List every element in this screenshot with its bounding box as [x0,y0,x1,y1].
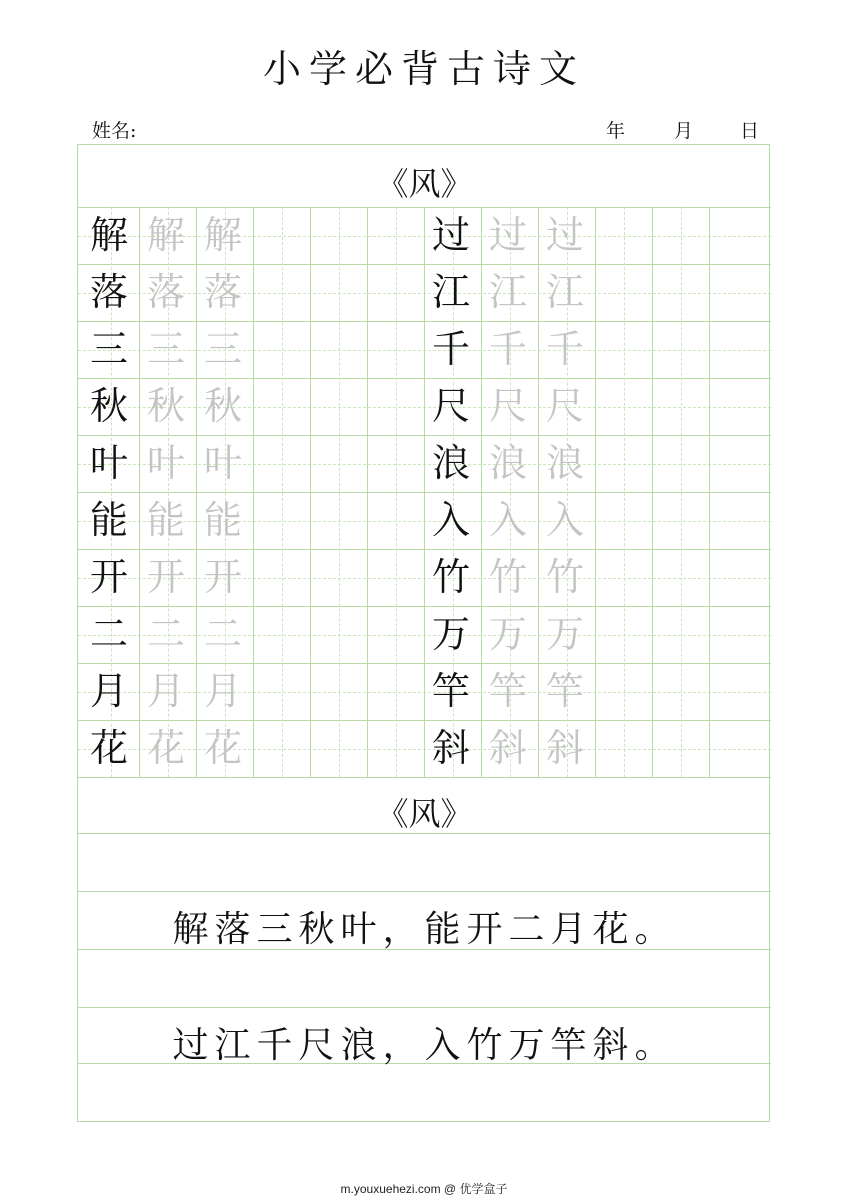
left-trace-char: 花 [146,726,185,770]
left-model-char: 花 [89,726,128,770]
right-trace-char: 过 [488,213,527,257]
left-model-char: 叶 [89,441,128,485]
left-trace-char: 落 [203,270,242,314]
grid-line [595,207,596,777]
right-trace-char: 千 [488,327,527,371]
writing-sheet [77,144,770,1122]
left-trace-char: 三 [203,327,242,371]
left-trace-char: 花 [203,726,242,770]
right-trace-char: 千 [545,327,584,371]
left-trace-char: 秋 [203,384,242,428]
right-trace-char: 万 [488,612,527,656]
guide-line [624,207,625,777]
right-trace-char: 万 [545,612,584,656]
left-model-char: 落 [89,270,128,314]
left-model-char: 三 [89,327,128,371]
right-trace-char: 尺 [545,384,584,428]
page-title: 小学必背古诗文 [262,47,585,91]
left-model-char: 开 [89,555,128,599]
left-trace-char: 开 [146,555,185,599]
right-trace-char: 江 [545,270,584,314]
right-model-char: 竿 [431,669,470,713]
right-model-char: 过 [431,213,470,257]
left-trace-char: 叶 [146,441,185,485]
right-trace-char: 斜 [545,726,584,770]
grid-line [709,207,710,777]
right-trace-char: 江 [488,270,527,314]
left-trace-char: 能 [146,498,185,542]
day-label: 日 [740,120,760,142]
right-trace-char: 浪 [545,441,584,485]
year-label: 年 [606,120,626,142]
left-trace-char: 解 [146,213,185,257]
right-trace-char: 入 [545,498,584,542]
grid-line [310,207,311,777]
left-model-char: 月 [89,669,128,713]
recitation-poem-title: 《风》 [376,795,473,833]
right-trace-char: 尺 [488,384,527,428]
left-trace-char: 月 [203,669,242,713]
right-model-char: 千 [431,327,470,371]
left-trace-char: 二 [146,612,185,656]
practice-poem-title: 《风》 [376,165,473,203]
right-trace-char: 竹 [545,555,584,599]
left-trace-char: 落 [146,270,185,314]
left-trace-char: 能 [203,498,242,542]
left-trace-char: 月 [146,669,185,713]
guide-line [282,207,283,777]
right-model-char: 万 [431,612,470,656]
right-model-char: 浪 [431,441,470,485]
grid-line [652,207,653,777]
footer-source: m.youxuehezi.com @ 优学盒子 [340,1182,508,1196]
right-trace-char: 入 [488,498,527,542]
month-label: 月 [674,120,694,142]
right-model-char: 斜 [431,726,470,770]
left-trace-char: 二 [203,612,242,656]
name-label: 姓名: [92,120,137,142]
left-model-char: 能 [89,498,128,542]
grid-line [367,207,368,777]
ruled-line [78,777,771,778]
grid-line [253,207,254,777]
ruled-line [78,833,771,834]
right-trace-char: 浪 [488,441,527,485]
left-trace-char: 叶 [203,441,242,485]
right-model-char: 江 [431,270,470,314]
right-trace-char: 竿 [545,669,584,713]
guide-line [396,207,397,777]
poem-line-2: 过江千尺浪，入竹万竿斜。 [172,1025,677,1066]
right-model-char: 竹 [431,555,470,599]
poem-line-1: 解落三秋叶，能开二月花。 [172,909,677,950]
right-trace-char: 斜 [488,726,527,770]
left-trace-char: 开 [203,555,242,599]
right-model-char: 尺 [431,384,470,428]
left-model-char: 二 [89,612,128,656]
guide-line [339,207,340,777]
left-model-char: 秋 [89,384,128,428]
left-trace-char: 三 [146,327,185,371]
right-trace-char: 竹 [488,555,527,599]
right-trace-char: 竿 [488,669,527,713]
left-trace-char: 解 [203,213,242,257]
left-trace-char: 秋 [146,384,185,428]
right-model-char: 入 [431,498,470,542]
ruled-line [78,891,771,892]
guide-line [681,207,682,777]
left-model-char: 解 [89,213,128,257]
ruled-line [78,1007,771,1008]
right-trace-char: 过 [545,213,584,257]
